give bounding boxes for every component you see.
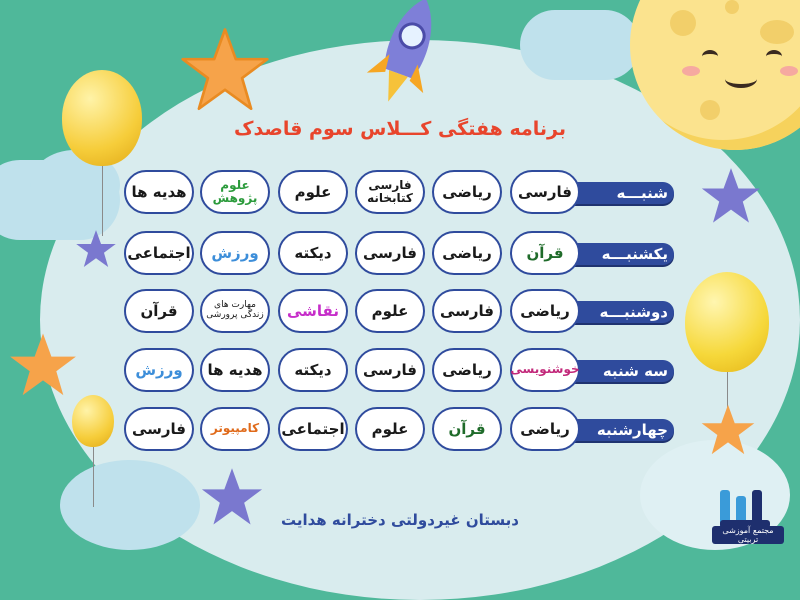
schedule-cell: فارسی xyxy=(355,231,425,275)
day-label: شنبـــه xyxy=(550,182,674,204)
schedule-cell: ریاضی xyxy=(432,170,502,214)
schedule-cell: خوشنویسی xyxy=(510,348,580,392)
schedule-cell: علوم پژوهش xyxy=(200,170,270,214)
schedule-cell: ریاضی xyxy=(432,348,502,392)
star-icon xyxy=(180,25,270,115)
star-icon xyxy=(700,402,756,458)
star-icon xyxy=(700,165,762,227)
schedule-cell: هدیه ها xyxy=(124,170,194,214)
balloon-string xyxy=(93,447,94,507)
schedule-cell: نقاشی xyxy=(278,289,348,333)
rocket-icon xyxy=(352,0,462,110)
balloon-string xyxy=(102,166,103,236)
schedule-cell: فارسی xyxy=(124,407,194,451)
schedule-cell: هدیه ها xyxy=(200,348,270,392)
cloud-icon xyxy=(520,10,640,80)
schedule-cell: دیکته xyxy=(278,348,348,392)
schedule-cell: قرآن xyxy=(124,289,194,333)
schedule-cell: فارسی xyxy=(355,348,425,392)
schedule-cell: ریاضی xyxy=(432,231,502,275)
schedule-cell: ریاضی xyxy=(510,407,580,451)
schedule-cell: ورزش xyxy=(124,348,194,392)
star-icon xyxy=(8,330,78,400)
day-label: دوشنبـــه xyxy=(550,301,674,323)
schedule-cell: ورزش xyxy=(200,231,270,275)
schedule-cell: اجتماعی xyxy=(278,407,348,451)
day-label: سه شنبه xyxy=(550,360,674,382)
page-title: برنامه هفتگی کـــلاس سوم قاصدک xyxy=(234,118,566,140)
balloon-icon xyxy=(72,395,114,447)
day-label: یکشنبـــه xyxy=(550,243,674,265)
schedule-cell: اجتماعی xyxy=(124,231,194,275)
schedule-cell: علوم xyxy=(278,170,348,214)
cloud-icon xyxy=(60,460,200,550)
logo-caption: مجتمع آموزشی تربیتی xyxy=(712,526,784,544)
day-label: چهارشنبه xyxy=(550,419,674,441)
schedule-cell: کامپیوتر xyxy=(200,407,270,451)
schedule-cell: علوم xyxy=(355,289,425,333)
schedule-cell: قرآن xyxy=(510,231,580,275)
schedule-cell: علوم xyxy=(355,407,425,451)
schedule-cell: فارسی کتابخانه xyxy=(355,170,425,214)
schedule-cell: مهارت های زندگی پرورشی xyxy=(200,289,270,333)
star-icon xyxy=(75,228,117,270)
schedule-cell: قرآن xyxy=(432,407,502,451)
balloon-icon xyxy=(685,272,769,372)
schedule-cell: فارسی xyxy=(510,170,580,214)
schedule-cell: دیکته xyxy=(278,231,348,275)
schedule-cell: فارسی xyxy=(432,289,502,333)
schedule-cell: ریاضی xyxy=(510,289,580,333)
school-name: دبستان غیردولتی دخترانه هدایت xyxy=(280,511,520,529)
